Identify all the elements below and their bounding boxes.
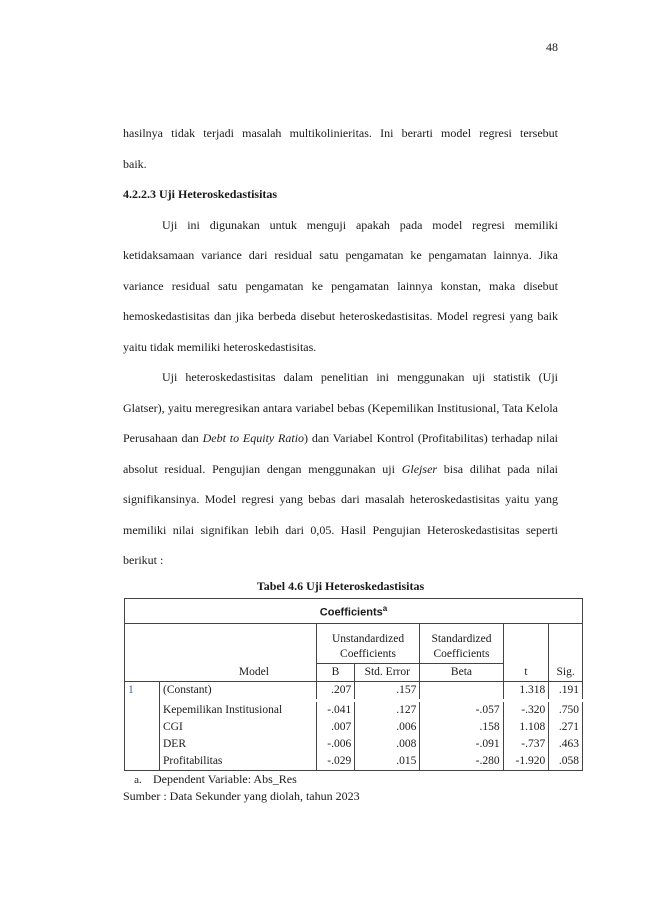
row-b: .007	[316, 719, 354, 736]
header-beta: Beta	[420, 664, 503, 682]
row-se: .127	[355, 702, 420, 719]
paragraph-3-part-b: ) dan Variabel Kontrol (Profitabilitas) terhadap nilai absolut residual. Pengujian dengan menggunakan uji	[123, 431, 558, 476]
row-sig: .463	[549, 736, 583, 753]
row-sig: .058	[549, 753, 583, 771]
table-caption	[125, 599, 583, 624]
row-sig: .271	[549, 719, 583, 736]
row-b: -.041	[316, 702, 354, 719]
row-name: CGI	[160, 719, 317, 736]
footnote-mark: a.	[134, 774, 142, 786]
row-t: 1.318	[503, 682, 549, 700]
header-standardized	[420, 624, 503, 664]
row-sig: .750	[549, 702, 583, 719]
paragraph-3-part-c: bisa dilihat pada nilai signifikansinya. Model regresi yang bebas dari masalah heteroskedastisitas yaitu yang memiliki nilai signifikan lebih dari 0,05. Hasil Pengujian Heteroskedastisitas seperti berikut :	[123, 461, 558, 567]
paragraph-2: Uji ini digunakan untuk menguji apakah pada model regresi memiliki ketidaksamaan variance dari residual satu pengamatan ke pengamatan lainnya. Jika variance residual satu pengamatan ke pengamatan lainnya konstan, maka disebut hemoskedastisitas dan jika berbeda disebut heteroskedastisitas. Model regresi yang baik yaitu tidak memiliki heteroskedastisitas.	[123, 217, 558, 354]
row-t: -.737	[503, 736, 549, 753]
row-beta: -.057	[420, 702, 503, 719]
header-std-line1: Standardized	[431, 633, 492, 645]
header-b: B	[316, 664, 354, 682]
row-name: Kepemilikan Institusional	[160, 702, 317, 719]
table-title: Tabel 4.6 Uji Heteroskedastisitas	[256, 578, 425, 593]
header-unstd-line2: Coefficients	[340, 648, 397, 660]
row-se: .008	[355, 736, 420, 753]
row-se: .006	[355, 719, 420, 736]
footnote-text: Dependent Variable: Abs_Res	[153, 772, 297, 786]
row-beta	[420, 682, 503, 700]
header-std-line2: Coefficients	[433, 648, 490, 660]
row-b: -.029	[316, 753, 354, 771]
row-name: Profitabilitas	[160, 753, 317, 771]
row-beta: -.280	[420, 753, 503, 771]
table-caption-sup: a	[382, 604, 388, 614]
row-se: .015	[355, 753, 420, 771]
paragraph-3-italic-der: Debt to Equity Ratio	[202, 431, 305, 445]
paragraph-3-part-a: Uji heteroskedastisitas dalam penelitian ini menggunakan uji statistik (Uji Glatser), yaitu meregresikan antara variabel bebas (Kepemilikan Institusional, Tata Kelola Perusahaan dan	[123, 370, 558, 445]
paragraph-1-line-2: baik.	[123, 156, 147, 171]
row-b: .207	[316, 682, 354, 700]
row-beta: .158	[420, 719, 503, 736]
row-b: -.006	[316, 736, 354, 753]
row-sig: .191	[549, 682, 583, 700]
model-number: 1	[125, 682, 160, 771]
coefficients-table	[124, 598, 583, 771]
section-heading: 4.2.2.3 Uji Heteroskedastisitas	[123, 187, 278, 201]
row-se: .157	[355, 682, 420, 700]
row-t: -1.920	[503, 753, 549, 771]
header-t: t	[503, 624, 549, 682]
table-footnote	[123, 771, 583, 788]
coefficients-table-wrapper	[123, 596, 583, 804]
row-name: DER	[160, 736, 317, 753]
table-caption-text: Coefficients	[319, 606, 383, 619]
row-beta: -.091	[420, 736, 503, 753]
header-unstd-line1: Unstandardized	[331, 633, 405, 645]
header-std-error: Std. Error	[355, 664, 420, 682]
paragraph-3-italic-glejser: Glejser	[401, 461, 438, 476]
row-t: -.320	[503, 702, 549, 719]
row-t: 1.108	[503, 719, 549, 736]
header-model: Model	[125, 624, 317, 682]
paragraph-3	[123, 362, 558, 576]
source-note: Sumber : Data Sekunder yang diolah, tahun 2023	[123, 789, 360, 803]
document-body	[123, 118, 558, 596]
paragraph-1-line-1: hasilnya tidak terjadi masalah multikolinieritas. Ini berarti model regresi tersebut	[123, 126, 558, 140]
header-sig: Sig.	[549, 624, 583, 682]
row-name: (Constant)	[160, 682, 317, 700]
page-number: 48	[546, 40, 558, 54]
header-unstandardized	[316, 624, 420, 664]
